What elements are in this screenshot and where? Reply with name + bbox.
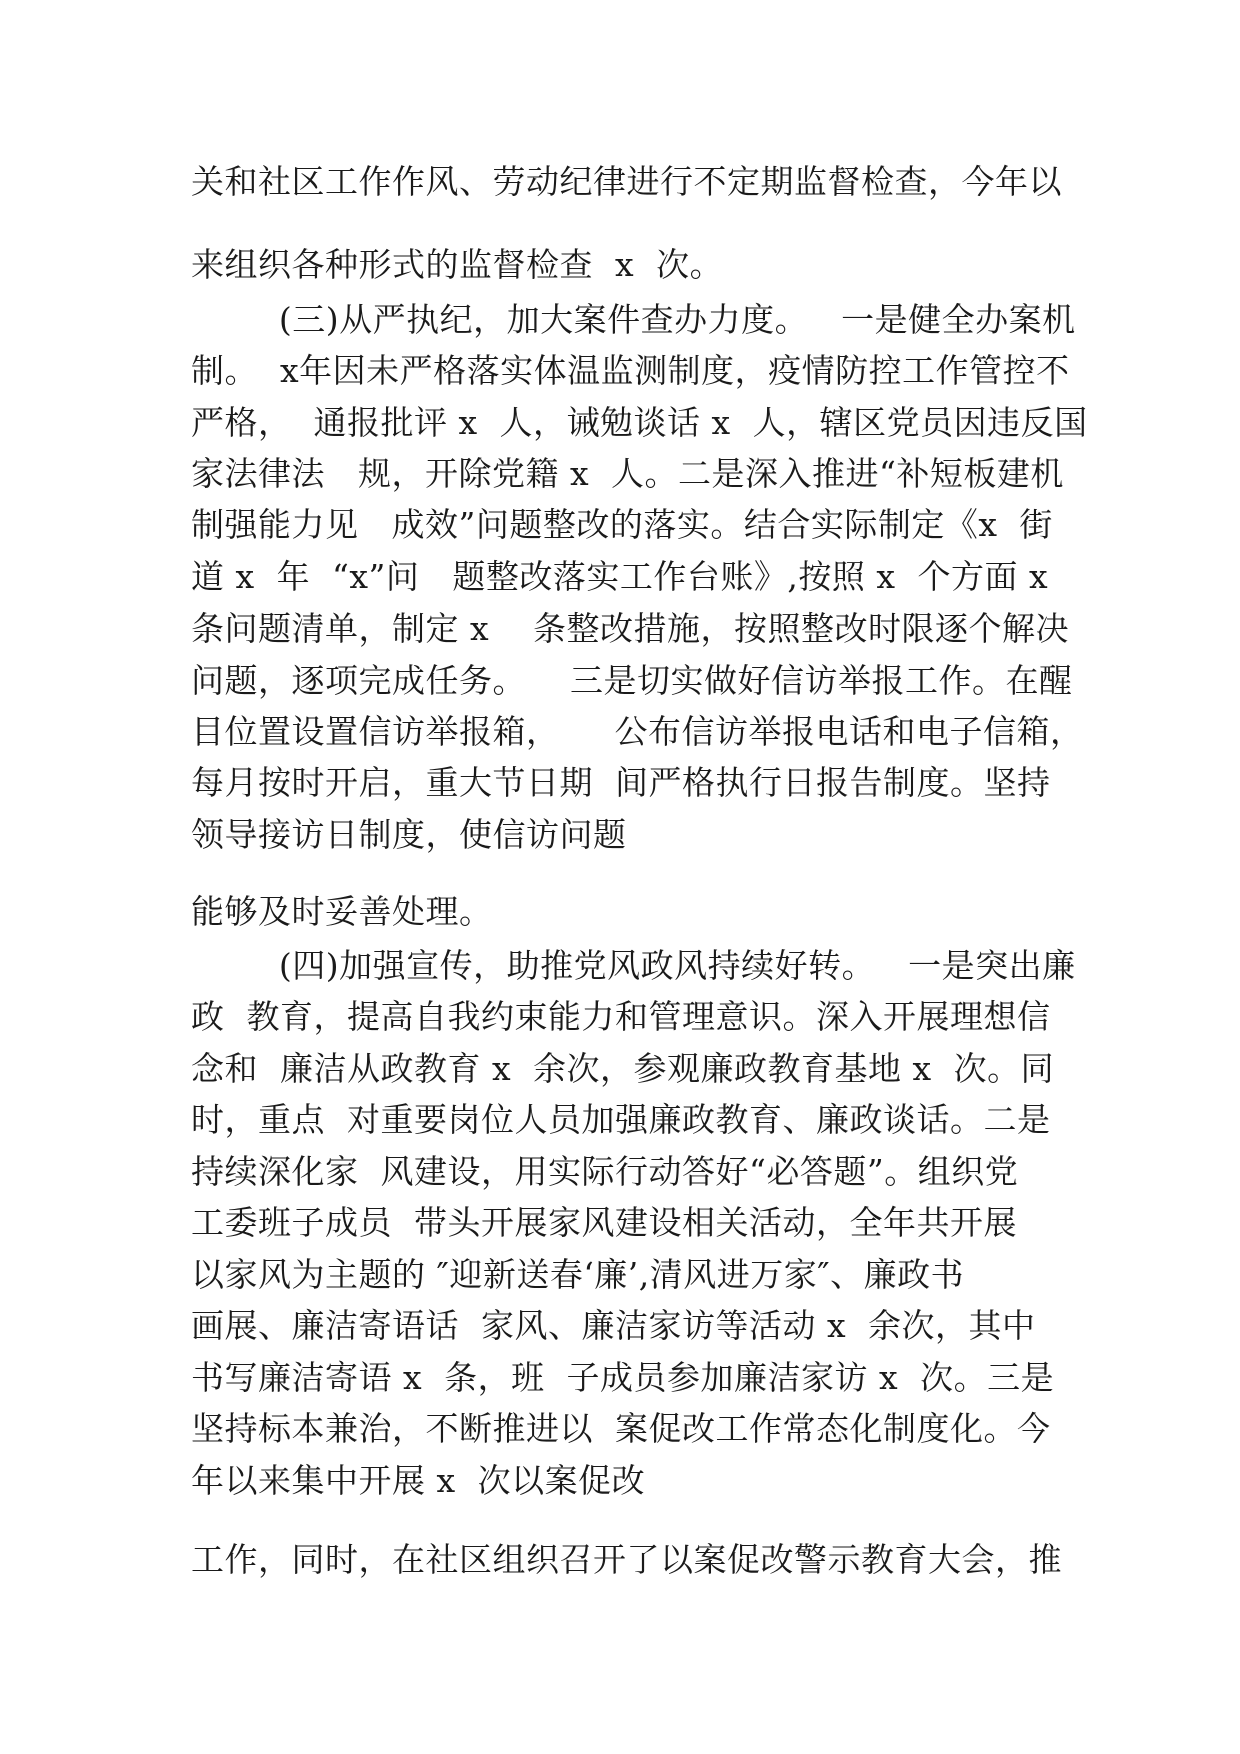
text-line: 道 x 年 “x”问 题整改落实工作台账》,按照 x 个方面 x	[191, 557, 1049, 596]
text-line: 时，重点 对重要岗位人员加强廉政教育、廉政谈话。二是	[191, 1100, 1051, 1139]
text-line: 家法律法 规，开除党籍 x 人。二是深入推进“补短板建机	[191, 454, 1064, 493]
text-line: 持续深化家 风建设，用实际行动答好“必答题”。组织党	[191, 1152, 1019, 1191]
text-line: 工委班子成员 带头开展家风建设相关活动，全年共开展	[191, 1203, 1017, 1242]
text-line: 工作，同时，在社区组织召开了以案促改警示教育大会，推	[191, 1540, 1062, 1579]
text-line: 书写廉洁寄语 x 条，班 子成员参加廉洁家访 x 次。三是	[191, 1358, 1055, 1397]
paragraph-heading-4: (四)加强宣传，助推党风政风持续好转。 一是突出廉	[191, 946, 1076, 985]
text-line: 条问题清单，制定 x 条整改措施，按照整改时限逐个解决	[191, 609, 1070, 648]
text-line: 关和社区工作作风、劳动纪律进行不定期监督检查，今年以	[191, 162, 1062, 201]
text-line: 问题，逐项完成任务。 三是切实做好信访举报工作。在醒	[191, 661, 1073, 700]
text-line: 政 教育，提高自我约束能力和管理意识。深入开展理想信	[191, 997, 1051, 1036]
text-line: 严格， 通报批评 x 人，诫勉谈话 x 人，辖区党员因违反国	[191, 403, 1088, 442]
text-line: 制。 x年因未严格落实体温监测制度，疫情防控工作管控不	[191, 351, 1070, 390]
text-line: 念和 廉洁从政教育 x 余次，参观廉政教育基地 x 次。同	[191, 1049, 1055, 1088]
text-line: 以家风为主题的 ″迎新送春‘廉’,清风进万家″、廉政书	[191, 1255, 965, 1294]
text-line: 目位置设置信访举报箱， 公布信访举报电话和电子信箱，	[191, 712, 1084, 751]
text-line: 坚持标本兼治，不断推进以 案促改工作常态化制度化。今	[191, 1409, 1051, 1448]
text-line: 制强能力见 成效”问题整改的落实。结合实际制定《x 街	[191, 505, 1053, 544]
text-line: 来组织各种形式的监督检查 x 次。	[191, 245, 724, 284]
text-line: 画展、廉洁寄语话 家风、廉洁家访等活动 x 余次，其中	[191, 1306, 1036, 1345]
paragraph-heading-3: (三)从严执纪，加大案件查办力度。 一是健全办案机	[191, 300, 1076, 339]
text-line: 每月按时开启，重大节日期 间严格执行日报告制度。坚持	[191, 763, 1051, 802]
text-line: 年以来集中开展 x 次以案促改	[191, 1461, 646, 1500]
text-line: 能够及时妥善处理。	[191, 892, 493, 931]
text-line: 领导接访日制度，使信访问题	[191, 815, 627, 854]
